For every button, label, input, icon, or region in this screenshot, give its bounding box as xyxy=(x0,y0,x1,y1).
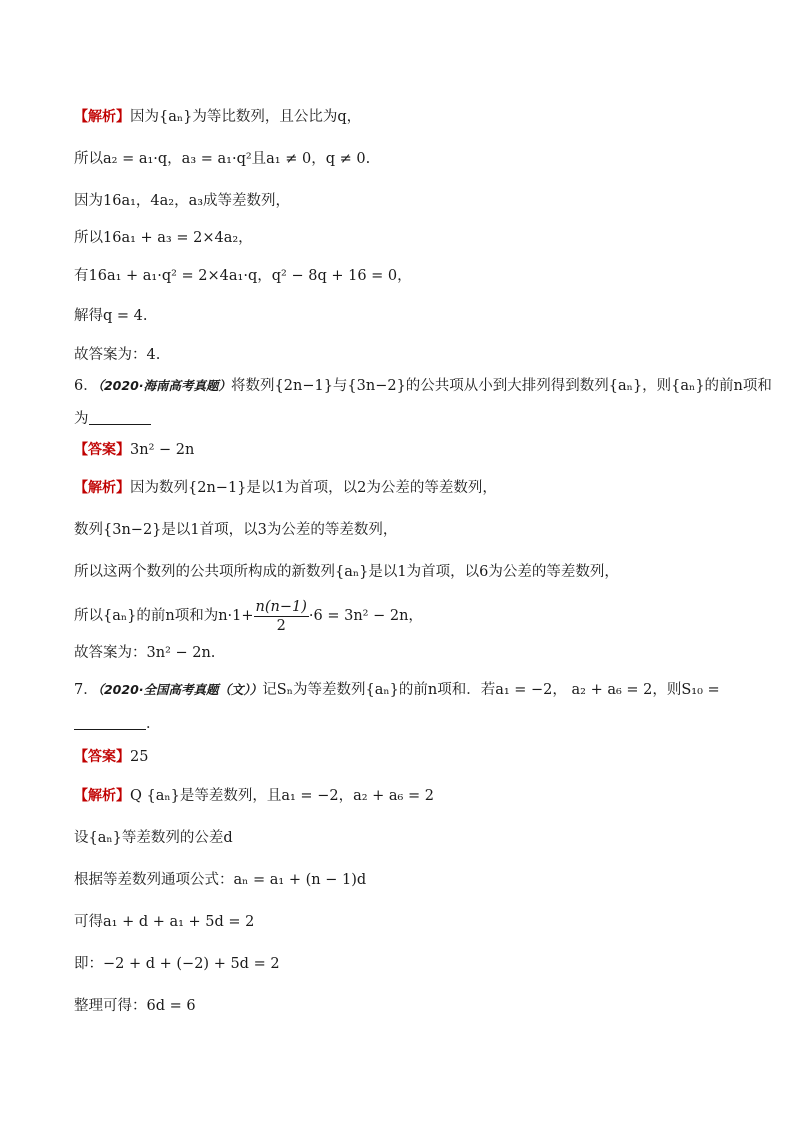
analysis-text: Q {aₙ}是等差数列，且a₁ = −2，a₂ + a₆ = 2 xyxy=(130,788,434,804)
analysis-line xyxy=(74,912,724,932)
sum-fraction xyxy=(254,598,309,635)
analysis-line xyxy=(74,562,724,582)
analysis-line xyxy=(74,306,724,326)
answer-tag: 【答案】 xyxy=(74,749,130,765)
analysis-line xyxy=(74,786,724,806)
analysis-line xyxy=(74,266,724,286)
answer-value: 25 xyxy=(130,749,149,765)
question-source: （2020·全国高考真题（文）） xyxy=(97,682,263,697)
question-text: 记Sₙ为等差数列{aₙ}的前n项和．若a₁ = −2， a₂ + a₆ = 2，则S₁₀ = xyxy=(262,682,720,698)
question-6-stem xyxy=(74,376,772,396)
answer-blank[interactable] xyxy=(74,715,146,730)
analysis-text: 故答案为：4. xyxy=(74,347,161,363)
answer-value: 3n² − 2n xyxy=(130,442,195,458)
analysis-line xyxy=(74,228,724,248)
analysis-line xyxy=(74,149,724,169)
analysis-text: 整理可得：6d = 6 xyxy=(74,998,196,1014)
sum-prefix: 所以{aₙ}的前n项和为n·1+ xyxy=(74,608,254,624)
analysis-text: 根据等差数列通项公式：aₙ = a₁ + (n − 1)d xyxy=(74,872,367,888)
analysis-text: 即：−2 + d + (−2) + 5d = 2 xyxy=(74,956,280,972)
analysis-tag: 【解析】 xyxy=(74,788,130,804)
question-source: （2020·海南高考真题） xyxy=(97,378,232,393)
analysis-line xyxy=(74,828,724,848)
sum-suffix: ·6 = 3n² − 2n， xyxy=(308,608,423,624)
final-answer-line xyxy=(74,643,724,663)
question-7-stem xyxy=(74,680,724,700)
fraction-numerator: n(n−1) xyxy=(255,598,307,615)
question-7-blank-line xyxy=(74,714,724,734)
question-text: 为 xyxy=(74,411,89,427)
fraction-denominator: 2 xyxy=(276,617,286,634)
analysis-text: 因为数列{2n−1}是以1为首项，以2为公差的等差数列， xyxy=(130,480,497,496)
answer-line xyxy=(74,440,724,460)
answer-blank[interactable] xyxy=(89,410,151,425)
analysis-tag: 【解析】 xyxy=(74,109,130,125)
analysis-text: 有16a₁ + a₁·q² = 2×4a₁·q，q² − 8q + 16 = 0， xyxy=(74,268,412,284)
analysis-line xyxy=(74,478,724,498)
question-number: 7． xyxy=(74,682,98,698)
analysis-text: 可得a₁ + d + a₁ + 5d = 2 xyxy=(74,914,255,930)
analysis-line xyxy=(74,345,724,365)
analysis-text: 解得q = 4. xyxy=(74,308,148,324)
sum-formula-line xyxy=(74,596,724,636)
question-text: 将数列{2n−1}与{3n−2}的公共项从小到大排列得到数列{aₙ}，则{aₙ}的前n项和 xyxy=(231,378,772,394)
question-text: ． xyxy=(146,716,161,732)
analysis-text: 数列{3n−2}是以1首项，以3为公差的等差数列， xyxy=(74,522,398,538)
analysis-line xyxy=(74,954,724,974)
analysis-text: 因为{aₙ}为等比数列，且公比为q， xyxy=(130,109,362,125)
analysis-line xyxy=(74,107,724,127)
analysis-line xyxy=(74,520,724,540)
question-number: 6． xyxy=(74,378,98,394)
question-6-blank-line xyxy=(74,409,724,429)
analysis-text: 所以16a₁ + a₃ = 2×4a₂， xyxy=(74,230,253,246)
analysis-tag: 【解析】 xyxy=(74,480,130,496)
final-answer: 故答案为：3n² − 2n. xyxy=(74,645,216,661)
analysis-line xyxy=(74,870,724,890)
analysis-text: 设{aₙ}等差数列的公差d xyxy=(74,830,233,846)
analysis-text: 因为16a₁，4a₂，a₃成等差数列， xyxy=(74,193,291,209)
analysis-line xyxy=(74,191,724,211)
analysis-text: 所以a₂ = a₁·q，a₃ = a₁·q²且a₁ ≠ 0，q ≠ 0. xyxy=(74,151,371,167)
analysis-text: 所以这两个数列的公共项所构成的新数列{aₙ}是以1为首项，以6为公差的等差数列， xyxy=(74,564,619,580)
answer-tag: 【答案】 xyxy=(74,442,130,458)
analysis-line xyxy=(74,996,724,1016)
answer-line xyxy=(74,747,724,767)
